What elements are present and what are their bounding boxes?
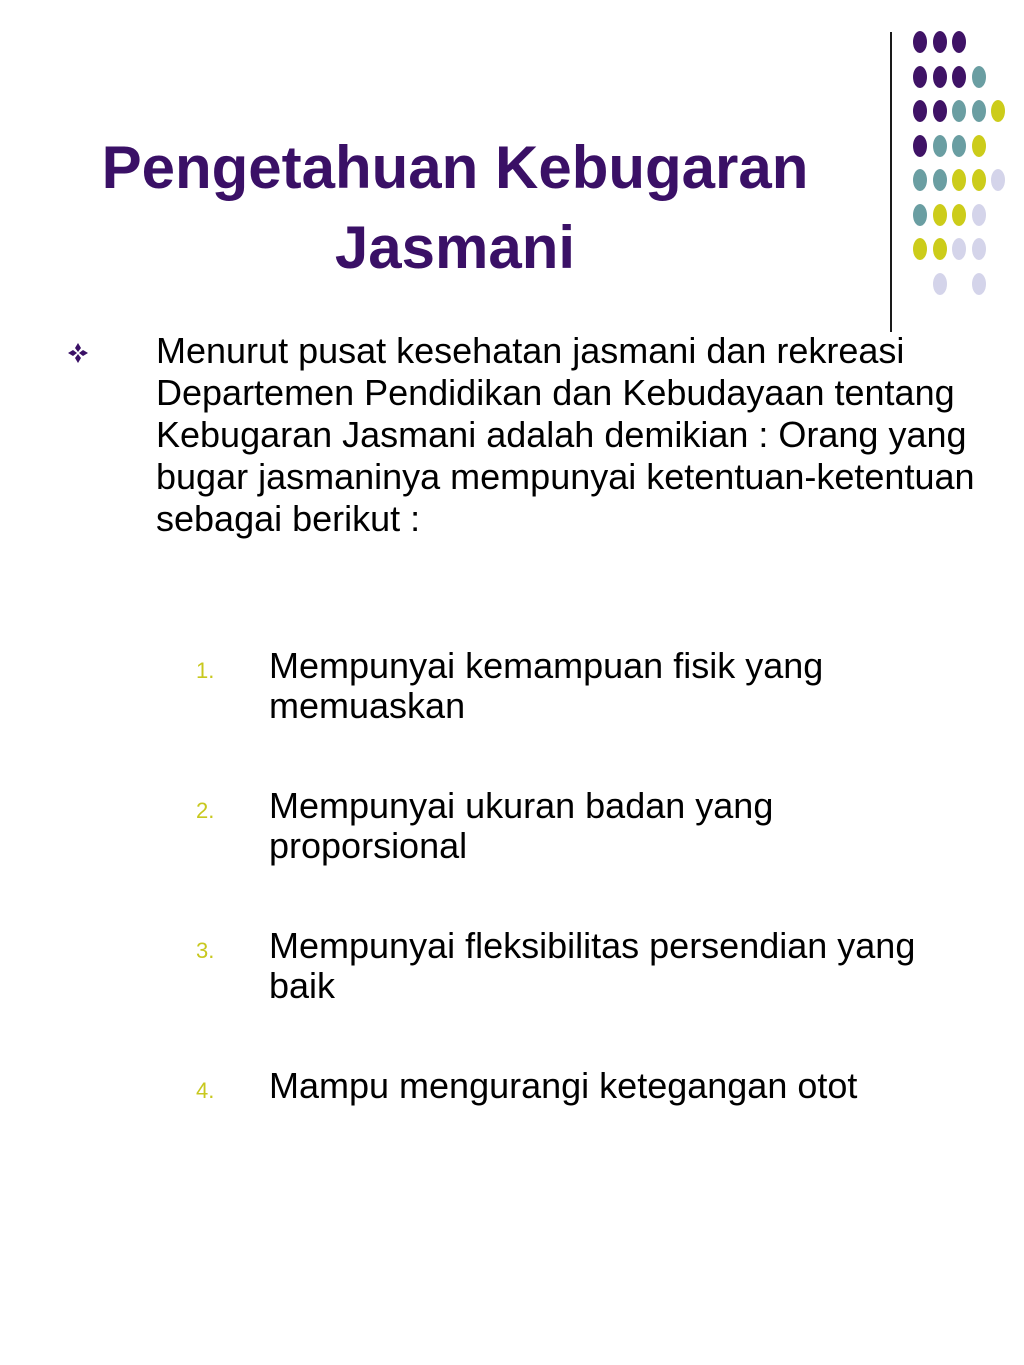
decorative-dot: [952, 100, 966, 122]
decorative-dot: [952, 135, 966, 157]
decorative-dot: [913, 135, 927, 157]
decorative-dot: [972, 273, 986, 295]
decorative-dot: [972, 66, 986, 88]
decorative-dot: [933, 31, 947, 53]
decorative-dot: [913, 238, 927, 260]
list-item-text: Mempunyai ukuran badan yang proporsional: [269, 785, 774, 866]
decorative-dot: [972, 169, 986, 191]
decorative-dot: [972, 135, 986, 157]
list-item-number: 4.: [196, 1078, 215, 1103]
list-item-number: 3.: [196, 938, 215, 963]
list-item-text: Mampu mengurangi ketegangan otot: [269, 1065, 858, 1106]
decorative-dot: [933, 273, 947, 295]
decorative-dot: [952, 169, 966, 191]
decorative-dot: [952, 66, 966, 88]
decorative-divider-line: [890, 32, 892, 332]
decorative-dot: [952, 31, 966, 53]
decorative-dot: [933, 66, 947, 88]
title-line-2: Jasmani: [334, 214, 576, 281]
list-item-number: 2.: [196, 798, 215, 823]
decorative-dot: [913, 169, 927, 191]
list-item-number: 1.: [196, 658, 215, 683]
decorative-dot: [933, 238, 947, 260]
slide-title: [40, 128, 870, 288]
main-paragraph: Menurut pusat kesehatan jasmani dan rekreasi Departemen Pendidikan dan Kebudayaan tentang Kebugaran Jasmani adalah demikian : Orang yang bugar jasmaninya mempunyai ketentuan-ketentuan sebagai berikut :: [156, 330, 975, 539]
decorative-dot: [933, 204, 947, 226]
decorative-dot: [972, 204, 986, 226]
decorative-dot: [913, 31, 927, 53]
decorative-dot: [972, 238, 986, 260]
diamond-bullet-icon: [67, 342, 89, 364]
list-item-text: Mempunyai fleksibilitas persendian yang baik: [269, 925, 916, 1006]
title-line-1: Pengetahuan Kebugaran: [101, 134, 809, 201]
decorative-dot: [991, 100, 1005, 122]
decorative-dot: [933, 169, 947, 191]
decorative-dot: [952, 204, 966, 226]
decorative-dot: [913, 100, 927, 122]
decorative-dot: [913, 204, 927, 226]
decorative-dot: [933, 135, 947, 157]
decorative-dot: [972, 100, 986, 122]
decorative-dot: [952, 238, 966, 260]
decorative-dot: [933, 100, 947, 122]
decorative-dot: [913, 66, 927, 88]
decorative-dot: [991, 169, 1005, 191]
list-item-text: Mempunyai kemampuan fisik yang memuaskan: [269, 645, 824, 726]
